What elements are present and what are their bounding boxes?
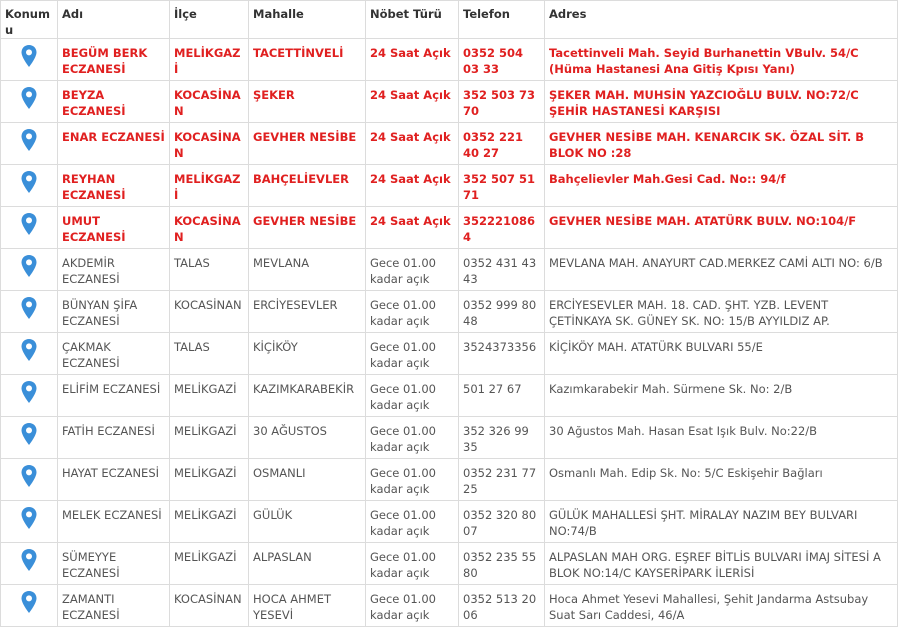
address: GEVHER NESİBE MAH. ATATÜRK BULV. NO:104/F xyxy=(545,207,898,249)
map-pin-icon[interactable] xyxy=(20,86,38,110)
duty-type: Gece 01.00 kadar açık xyxy=(366,501,459,543)
phone: 352 326 99 35 xyxy=(459,417,545,459)
table-row xyxy=(1,585,898,627)
map-pin-icon[interactable] xyxy=(20,464,38,488)
pharmacy-name: BÜNYAN ŞİFA ECZANESİ xyxy=(58,291,170,333)
table-row xyxy=(1,459,898,501)
address: Bahçelievler Mah.Gesi Cad. No:: 94/f xyxy=(545,165,898,207)
neighborhood: KİÇİKÖY xyxy=(249,333,366,375)
duty-type: Gece 01.00 kadar açık xyxy=(366,417,459,459)
table-row xyxy=(1,291,898,333)
pharmacy-name: SÜMEYYE ECZANESİ xyxy=(58,543,170,585)
address: GÜLÜK MAHALLESİ ŞHT. MİRALAY NAZIM BEY BULVARI NO:74/B xyxy=(545,501,898,543)
location-cell xyxy=(1,291,58,333)
location-cell xyxy=(1,207,58,249)
column-header-telefon: Telefon xyxy=(459,1,545,39)
map-pin-icon[interactable] xyxy=(20,338,38,362)
phone: 352 507 51 71 xyxy=(459,165,545,207)
map-pin-icon[interactable] xyxy=(20,506,38,530)
duty-type: Gece 01.00 kadar açık xyxy=(366,375,459,417)
location-cell xyxy=(1,585,58,627)
location-cell xyxy=(1,459,58,501)
neighborhood: KAZIMKARABEKİR xyxy=(249,375,366,417)
district: MELİKGAZİ xyxy=(170,375,249,417)
table-row xyxy=(1,501,898,543)
neighborhood: ERCİYESEVLER xyxy=(249,291,366,333)
district: MELİKGAZİ xyxy=(170,39,249,81)
neighborhood: OSMANLI xyxy=(249,459,366,501)
table-row xyxy=(1,417,898,459)
pharmacy-name: ÇAKMAK ECZANESİ xyxy=(58,333,170,375)
district: MELİKGAZİ xyxy=(170,417,249,459)
location-cell xyxy=(1,165,58,207)
pharmacy-name: ELİFİM ECZANESİ xyxy=(58,375,170,417)
district: MELİKGAZİ xyxy=(170,501,249,543)
district: KOCASİNAN xyxy=(170,585,249,627)
phone: 0352 221 40 27 xyxy=(459,123,545,165)
map-pin-icon[interactable] xyxy=(20,296,38,320)
neighborhood: GÜLÜK xyxy=(249,501,366,543)
column-header-nobet-turu: Nöbet Türü xyxy=(366,1,459,39)
district: MELİKGAZİ xyxy=(170,543,249,585)
duty-type: 24 Saat Açık xyxy=(366,207,459,249)
location-cell xyxy=(1,375,58,417)
district: KOCASİNAN xyxy=(170,207,249,249)
phone: 0352 231 77 25 xyxy=(459,459,545,501)
phone: 0352 504 03 33 xyxy=(459,39,545,81)
neighborhood: MEVLANA xyxy=(249,249,366,291)
district: KOCASİNAN xyxy=(170,123,249,165)
column-header-adi: Adı xyxy=(58,1,170,39)
map-pin-icon[interactable] xyxy=(20,44,38,68)
location-cell xyxy=(1,417,58,459)
phone: 0352 431 43 43 xyxy=(459,249,545,291)
duty-type: Gece 01.00 kadar açık xyxy=(366,249,459,291)
location-cell xyxy=(1,249,58,291)
table-row xyxy=(1,333,898,375)
duty-type: 24 Saat Açık xyxy=(366,165,459,207)
phone: 0352 320 80 07 xyxy=(459,501,545,543)
address: MEVLANA MAH. ANAYURT CAD.MERKEZ CAMİ ALTI NO: 6/B xyxy=(545,249,898,291)
duty-type: Gece 01.00 kadar açık xyxy=(366,543,459,585)
address: Hoca Ahmet Yesevi Mahallesi, Şehit Jandarma Astsubay Suat Sarı Caddesi, 46/A xyxy=(545,585,898,627)
neighborhood: BAHÇELİEVLER xyxy=(249,165,366,207)
pharmacy-name: HAYAT ECZANESİ xyxy=(58,459,170,501)
address: KİÇİKÖY MAH. ATATÜRK BULVARI 55/E xyxy=(545,333,898,375)
neighborhood: GEVHER NESİBE xyxy=(249,207,366,249)
table-row xyxy=(1,39,898,81)
pharmacy-name: AKDEMİR ECZANESİ xyxy=(58,249,170,291)
phone: 0352 235 55 80 xyxy=(459,543,545,585)
neighborhood: GEVHER NESİBE xyxy=(249,123,366,165)
location-cell xyxy=(1,81,58,123)
neighborhood: ALPASLAN xyxy=(249,543,366,585)
map-pin-icon[interactable] xyxy=(20,590,38,614)
table-row xyxy=(1,81,898,123)
district: MELİKGAZİ xyxy=(170,459,249,501)
phone: 352 503 73 70 xyxy=(459,81,545,123)
address: Osmanlı Mah. Edip Sk. No: 5/C Eskişehir Bağları xyxy=(545,459,898,501)
district: TALAS xyxy=(170,333,249,375)
table-row xyxy=(1,249,898,291)
duty-type: Gece 01.00 kadar açık xyxy=(366,291,459,333)
map-pin-icon[interactable] xyxy=(20,170,38,194)
duty-type: Gece 01.00 kadar açık xyxy=(366,459,459,501)
table-row xyxy=(1,375,898,417)
pharmacy-name: MELEK ECZANESİ xyxy=(58,501,170,543)
location-cell xyxy=(1,543,58,585)
district: KOCASİNAN xyxy=(170,81,249,123)
address: ERCİYESEVLER MAH. 18. CAD. ŞHT. YZB. LEVENT ÇETİNKAYA SK. GÜNEY SK. NO: 15/B AYYILDIZ AP. xyxy=(545,291,898,333)
location-cell xyxy=(1,333,58,375)
address: GEVHER NESİBE MAH. KENARCIK SK. ÖZAL SİT. B BLOK NO :28 xyxy=(545,123,898,165)
address: 30 Ağustos Mah. Hasan Esat Işık Bulv. No:22/B xyxy=(545,417,898,459)
duty-type: Gece 01.00 kadar açık xyxy=(366,585,459,627)
column-header-konumu: Konumu xyxy=(1,1,58,39)
district: TALAS xyxy=(170,249,249,291)
pharmacy-name: FATİH ECZANESİ xyxy=(58,417,170,459)
table-body xyxy=(1,39,898,627)
column-header-mahalle: Mahalle xyxy=(249,1,366,39)
table-row xyxy=(1,165,898,207)
duty-type: 24 Saat Açık xyxy=(366,123,459,165)
pharmacy-name: BEGÜM BERK ECZANESİ xyxy=(58,39,170,81)
map-pin-icon[interactable] xyxy=(20,254,38,278)
location-cell xyxy=(1,501,58,543)
duty-type: 24 Saat Açık xyxy=(366,81,459,123)
table-row xyxy=(1,207,898,249)
duty-type: Gece 01.00 kadar açık xyxy=(366,333,459,375)
neighborhood: ŞEKER xyxy=(249,81,366,123)
column-header-ilce: İlçe xyxy=(170,1,249,39)
address: Kazımkarabekir Mah. Sürmene Sk. No: 2/B xyxy=(545,375,898,417)
address: ALPASLAN MAH ORG. EŞREF BİTLİS BULVARI İMAJ SİTESİ A BLOK NO:14/C KAYSERİPARK İLERİSİ xyxy=(545,543,898,585)
pharmacy-name: BEYZA ECZANESİ xyxy=(58,81,170,123)
phone: 3522210864 xyxy=(459,207,545,249)
map-pin-icon[interactable] xyxy=(20,422,38,446)
pharmacy-name: UMUT ECZANESİ xyxy=(58,207,170,249)
table-row xyxy=(1,123,898,165)
map-pin-icon[interactable] xyxy=(20,128,38,152)
phone: 3524373356 xyxy=(459,333,545,375)
table-header-row xyxy=(1,1,898,39)
column-header-adres: Adres xyxy=(545,1,898,39)
location-cell xyxy=(1,123,58,165)
address: ŞEKER MAH. MUHSİN YAZCIOĞLU BULV. NO:72/C ŞEHİR HASTANESİ KARŞISI xyxy=(545,81,898,123)
phone: 0352 999 80 48 xyxy=(459,291,545,333)
pharmacy-name: REYHAN ECZANESİ xyxy=(58,165,170,207)
duty-type: 24 Saat Açık xyxy=(366,39,459,81)
pharmacy-name: ZAMANTI ECZANESİ xyxy=(58,585,170,627)
table-row xyxy=(1,543,898,585)
neighborhood: TACETTİNVELİ xyxy=(249,39,366,81)
location-cell xyxy=(1,39,58,81)
map-pin-icon[interactable] xyxy=(20,212,38,236)
district: KOCASİNAN xyxy=(170,291,249,333)
district: MELİKGAZİ xyxy=(170,165,249,207)
pharmacy-name: ENAR ECZANESİ xyxy=(58,123,170,165)
neighborhood: 30 AĞUSTOS xyxy=(249,417,366,459)
phone: 0352 513 20 06 xyxy=(459,585,545,627)
map-pin-icon[interactable] xyxy=(20,380,38,404)
address: Tacettinveli Mah. Seyid Burhanettin VBulv. 54/C (Hüma Hastanesi Ana Gitiş Kpısı Yanı) xyxy=(545,39,898,81)
phone: 501 27 67 xyxy=(459,375,545,417)
map-pin-icon[interactable] xyxy=(20,548,38,572)
neighborhood: HOCA AHMET YESEVİ xyxy=(249,585,366,627)
